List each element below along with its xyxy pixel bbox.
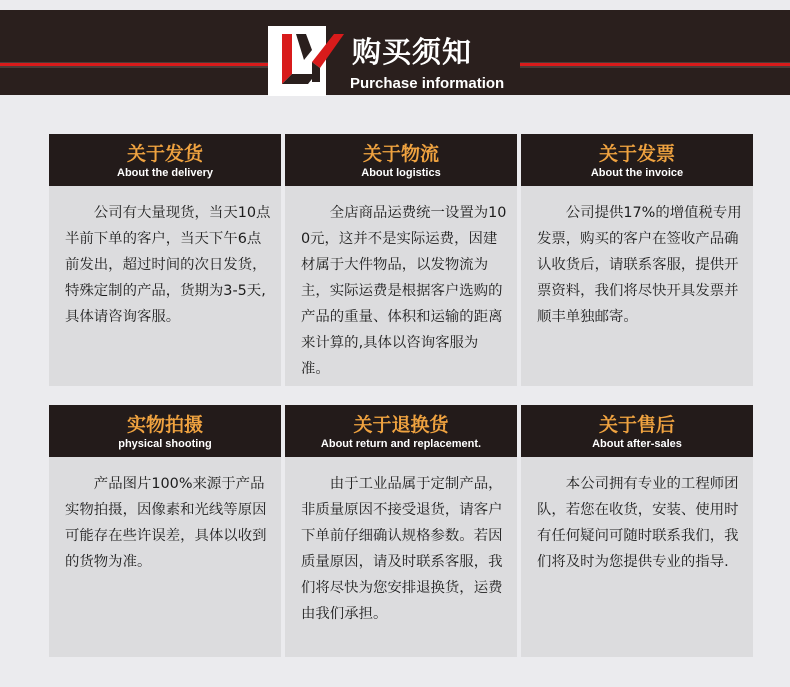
card-body: 产品图片100%来源于产品实物拍摄，因像素和光线等原因可能存在些许误差，具体以收到的货物为准。	[65, 476, 267, 570]
card-physical-shooting	[49, 405, 281, 657]
card-header	[49, 405, 281, 457]
card-header	[521, 134, 753, 186]
card-header	[49, 134, 281, 186]
card-title: 关于发货	[126, 143, 203, 165]
card-title: 关于售后	[598, 414, 675, 436]
card-body: 公司有大量现货，当天10点半前下单的客户，当天下午6点前发出，超过时间的次日发货，特殊定制的产品，货期为3-5天,具体请咨询客服。	[65, 205, 271, 325]
banner-divider-left	[0, 62, 270, 68]
card-subtitle: About the delivery	[117, 167, 213, 179]
card-subtitle: About return and replacement.	[320, 438, 482, 450]
card-subtitle: About the invoice	[590, 167, 684, 179]
card-body: 公司提供17%的增值税专用发票，购买的客户在签收产品确认收货后，请联系客服，提供开票资料，我们将尽快开具发票并顺丰单独邮寄。	[537, 205, 742, 325]
card-title: 关于退换货	[353, 414, 449, 436]
page-subtitle: Purchase information	[350, 75, 505, 92]
card-header	[521, 405, 753, 457]
card-header	[285, 134, 517, 186]
card-delivery	[49, 134, 281, 386]
brand-logo-icon	[268, 26, 348, 96]
page-title: 购买须知	[352, 35, 473, 69]
card-subtitle: About after-sales	[592, 438, 682, 450]
banner-divider-right	[520, 62, 790, 68]
card-logistics	[285, 134, 517, 386]
card-body: 由于工业品属于定制产品，非质量原因不接受退货，请客户下单前仔细确认规格参数。若因质量原因，请及时联系客服，我们将尽快为您安排退换货，运费由我们承担。	[301, 476, 503, 622]
card-invoice	[521, 134, 753, 386]
card-body: 本公司拥有专业的工程师团队，若您在收货，安装、使用时有任何疑问可随时联系我们，我们将及时为您提供专业的指导.	[537, 476, 739, 570]
header-banner	[0, 10, 790, 95]
card-subtitle: About logistics	[361, 167, 441, 179]
card-title: 关于发票	[598, 143, 675, 165]
card-title: 实物拍摄	[126, 414, 203, 436]
card-header	[285, 405, 517, 457]
card-body: 全店商品运费统一设置为100元，这并不是实际运费，因建材属于大件物品，以发物流为主，实际运费是根据客户选购的产品的重量、体积和运输的距离来计算的,具体以咨询客服为准。	[301, 205, 507, 377]
card-return-replacement	[285, 405, 517, 657]
card-subtitle: physical shooting	[118, 438, 212, 450]
card-after-sales	[521, 405, 753, 657]
card-title: 关于物流	[362, 143, 439, 165]
